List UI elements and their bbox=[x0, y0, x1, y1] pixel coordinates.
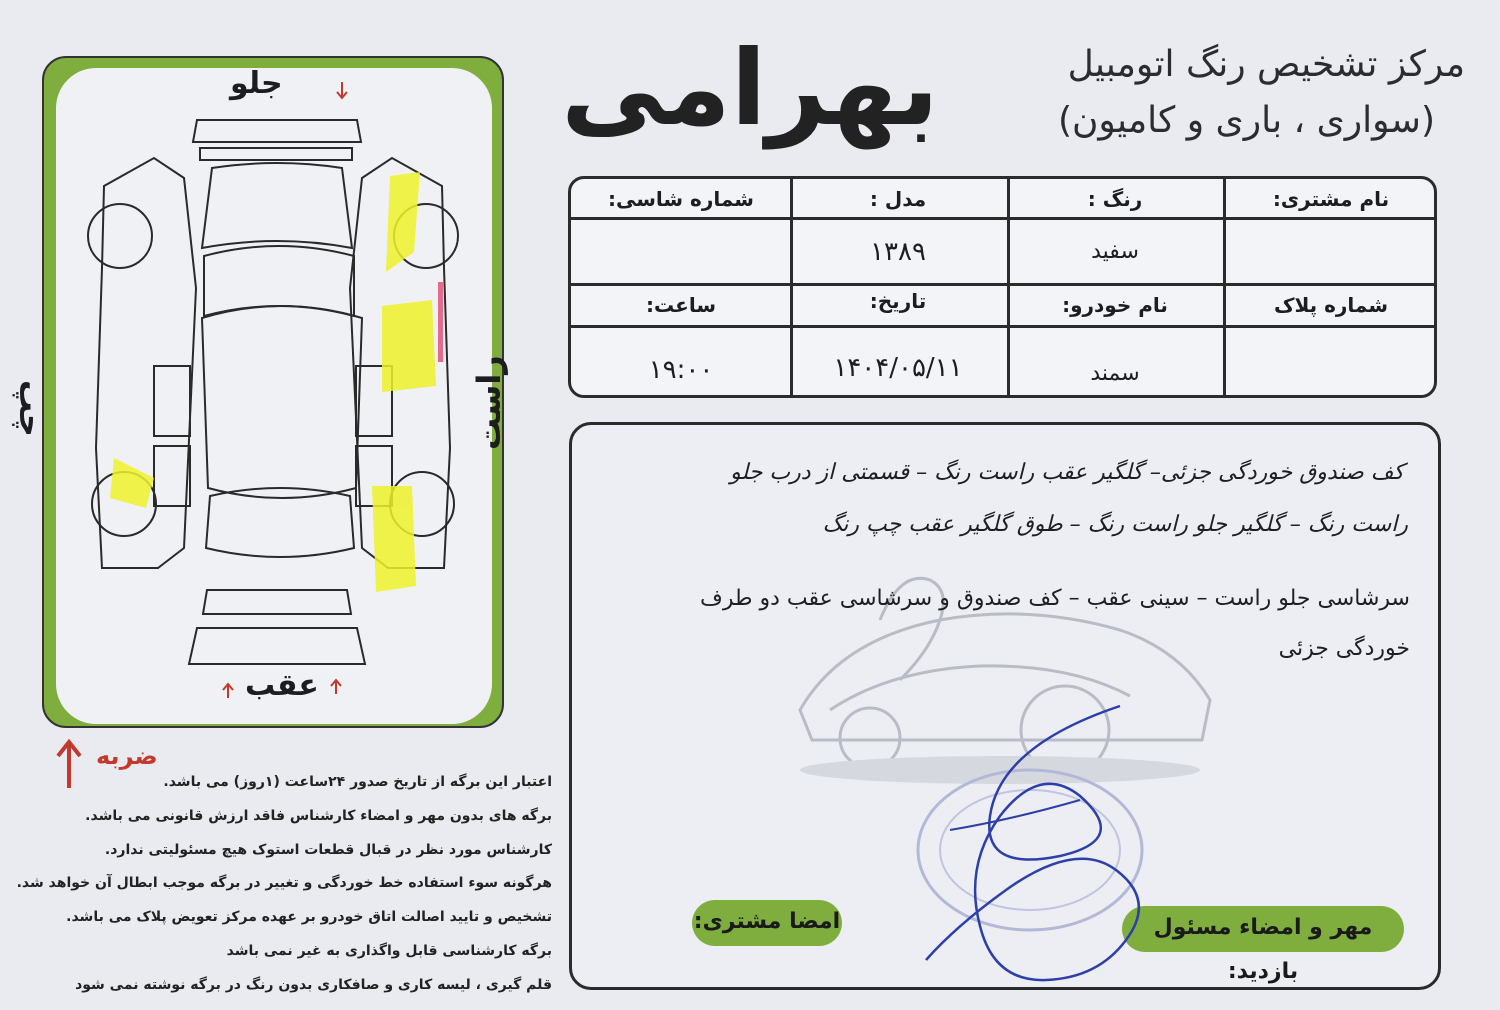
damage-mark-right-pillar bbox=[438, 282, 443, 362]
front-bumper-outline bbox=[193, 120, 361, 142]
note-item: قلم گیری ، لیسه کاری و صافکاری بدون رنگ در برگه نوشته نمی شود bbox=[75, 976, 552, 993]
model-value: ۱۳۸۹ bbox=[870, 237, 926, 267]
customer-signature-label: امضا مشتری: bbox=[692, 900, 842, 946]
report-paint-line1: کف صندوق خوردگی جزئی– گلگیر عقب راست رنگ – قسمتی از درب جلو bbox=[730, 460, 1404, 485]
paint-mark-right-front-door bbox=[382, 300, 436, 392]
rear-bumper-outline bbox=[189, 628, 365, 664]
color-label: رنگ : bbox=[1087, 187, 1143, 211]
report-chassis-line1: سرشاسی جلو راست – سینی عقب – کف صندوق و سرشاسی عقب دو طرف bbox=[700, 586, 1410, 611]
note-item: برگه کارشناسی قابل واگذاری به غیر نمی باشد bbox=[226, 942, 552, 959]
vehicle-name-label: نام خودرو: bbox=[1062, 293, 1168, 317]
roof-outline bbox=[202, 306, 362, 498]
brand-name: بهرامی bbox=[561, 27, 939, 149]
date-value: ۱۴۰۴/۰۵/۱۱ bbox=[833, 353, 963, 383]
damage-legend-label: ضربه bbox=[96, 742, 158, 770]
rear-label: عقب bbox=[245, 668, 319, 703]
note-item: برگه های بدون مهر و امضاء کارشناس فاقد ارزش قانونی می باشد. bbox=[85, 807, 552, 824]
trunk-outline bbox=[203, 590, 351, 614]
paint-mark-left-rear-wheel-arch bbox=[110, 458, 154, 508]
rear-arrow-left-icon bbox=[223, 684, 233, 698]
subtitle-line2: (سواری ، باری و کامیون) bbox=[1057, 100, 1435, 141]
inspector-signature-label: مهر و امضاء مسئول بازدید: bbox=[1122, 906, 1404, 952]
color-value: سفید bbox=[1091, 239, 1139, 264]
subtitle-line1: مرکز تشخیص رنگ اتومبیل bbox=[1067, 44, 1465, 85]
rear-arrow-right-icon bbox=[331, 680, 341, 694]
front-arrow-icon bbox=[337, 82, 347, 98]
handwritten-signature-image bbox=[910, 700, 1210, 990]
note-item: اعتبار این برگه از تاریخ صدور ۲۴ساعت (۱روز) می باشد. bbox=[163, 774, 552, 790]
vehicle-name-value: سمند bbox=[1090, 361, 1140, 386]
time-label: ساعت: bbox=[645, 293, 716, 317]
model-label: مدل : bbox=[869, 187, 927, 211]
car-diagram-svg bbox=[42, 56, 504, 728]
date-label: تاریخ: bbox=[869, 289, 927, 313]
customer-name-label: نام مشتری: bbox=[1272, 187, 1390, 211]
note-item: تشخیص و تایید اصالت اتاق خودرو بر عهده مرکز تعویض پلاک می باشد. bbox=[66, 909, 552, 926]
front-grille-outline bbox=[200, 148, 352, 160]
left-window-rear bbox=[154, 446, 190, 506]
report-paint-line2: راست رنگ – گلگیر جلو راست رنگ – طوق گلگیر عقب چپ رنگ bbox=[822, 512, 1408, 537]
notes-list bbox=[16, 766, 552, 1003]
time-value: ۱۹:۰۰ bbox=[648, 355, 714, 385]
paint-mark-right-front-fender bbox=[386, 172, 420, 272]
right-label: راست bbox=[470, 355, 508, 450]
plate-label: شماره پلاک bbox=[1273, 293, 1389, 317]
left-window-front bbox=[154, 366, 190, 436]
info-table bbox=[568, 176, 1437, 398]
report-chassis-line2: خوردگی جزئی bbox=[1278, 636, 1410, 661]
paint-mark-right-rear-fender bbox=[372, 486, 416, 592]
front-label: جلو bbox=[230, 66, 283, 101]
left-front-wheel bbox=[88, 204, 152, 268]
hood-outline bbox=[202, 163, 352, 248]
note-item: کارشناس مورد نظر در قبال قطعات استوک هیچ مسئولیتی ندارد. bbox=[104, 841, 552, 858]
left-label: چپ bbox=[12, 380, 50, 437]
note-item: هرگونه سوء استفاده خط خوردگی و تغییر در برگه موجب ابطال آن خواهد شد. bbox=[16, 875, 552, 892]
chassis-label: شماره شاسی: bbox=[608, 187, 754, 211]
